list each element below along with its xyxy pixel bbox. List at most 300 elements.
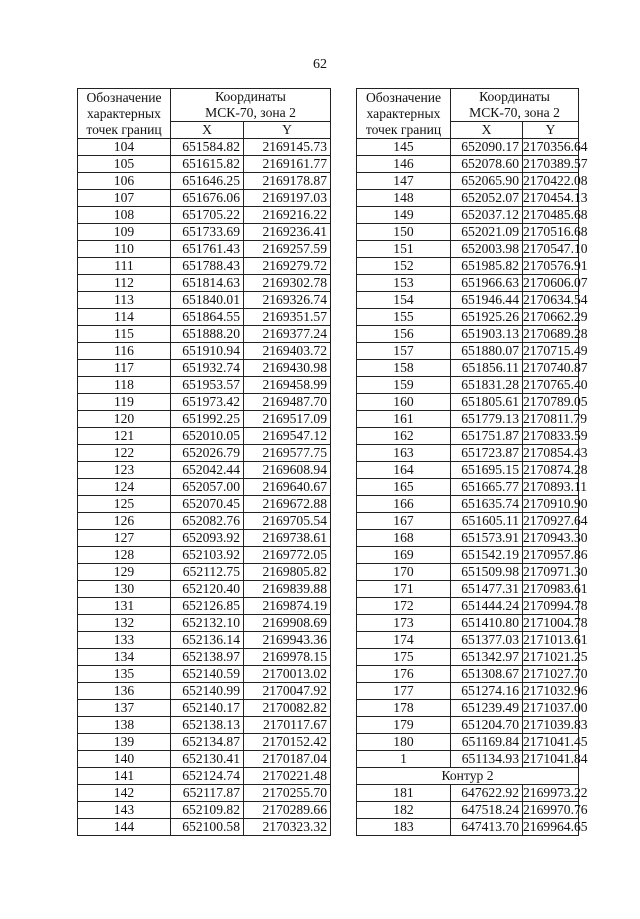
table-row [78,343,331,360]
y-coordinate-cell: 2170013.02 [244,666,331,683]
table-row [78,445,331,462]
y-coordinate-cell: 2170994.78 [523,598,588,613]
table-row [78,615,331,632]
table-row [357,751,579,768]
table-row [357,190,579,207]
x-coordinate-cell: 652140.17 [171,700,244,717]
table-row [78,564,331,581]
x-coordinate-cell: 651676.06 [171,190,244,207]
x-coordinate-cell: 647622.92 [451,785,523,802]
point-id-cell: 131 [78,598,171,615]
table-row [78,598,331,615]
x-coordinate-cell: 652052.07 [451,190,523,207]
point-id-cell: 147 [357,173,451,190]
x-coordinate-cell: 651573.91 [451,530,523,547]
y-coordinate-cell: 2169908.69 [244,615,331,632]
y-coordinate-cell: 2170454.13 [523,190,588,205]
x-coordinate-cell: 652140.99 [171,683,244,700]
y-coordinate-cell: 2170187.04 [244,751,331,768]
table-row [357,717,579,734]
table-row [78,802,331,819]
point-id-cell: 110 [78,241,171,258]
x-coordinate-cell: 651910.94 [171,343,244,360]
y-coordinate-cell: 2169608.94 [244,462,331,479]
x-coordinate-cell: 652126.85 [171,598,244,615]
x-coordinate-cell: 652140.59 [171,666,244,683]
x-coordinate-cell: 651509.98 [451,564,523,581]
point-id-cell: 170 [357,564,451,581]
y-coordinate-cell: 2171021.25 [523,649,588,664]
point-label-line: Обозначение [86,89,162,105]
x-coordinate-cell: 651973.42 [171,394,244,411]
y-coordinate-cell: 2169257.59 [244,241,331,258]
table-row [78,292,331,309]
y-coordinate-cell: 2171041.45 [523,734,588,749]
table-row [357,479,579,496]
point-id-cell: 133 [78,632,171,649]
table-row [357,564,579,581]
x-column-header: X [171,122,244,139]
x-coordinate-cell: 652103.92 [171,547,244,564]
table-row [357,462,579,479]
point-id-cell: 120 [78,411,171,428]
point-id-cell: 121 [78,428,171,445]
y-coordinate-cell: 2170893.11 [523,479,588,494]
y-coordinate-cell: 2170516.68 [523,224,588,239]
table-row [357,173,579,190]
point-id-cell: 164 [357,462,451,479]
x-coordinate-cell: 651444.24 [451,598,523,615]
table-row [357,598,579,615]
table-row [78,258,331,275]
y-coordinate-cell: 2169705.54 [244,513,331,530]
y-coordinate-cell: 2170957.86 [523,547,588,562]
table-row [78,819,331,836]
x-coordinate-cell: 651840.01 [171,292,244,309]
point-id-cell: 172 [357,598,451,615]
point-label-line: точек границ [365,121,442,137]
y-coordinate-cell: 2169403.72 [244,343,331,360]
coords-title-header: Координаты [451,89,579,106]
point-id-cell: 160 [357,394,451,411]
point-id-cell: 1 [357,751,451,768]
y-coordinate-cell: 2169738.61 [244,530,331,547]
y-coordinate-cell: 2169874.19 [244,598,331,615]
x-coordinate-cell: 652138.13 [171,717,244,734]
point-id-cell: 105 [78,156,171,173]
point-id-cell: 171 [357,581,451,598]
table-row [357,734,579,751]
y-coordinate-cell: 2171041.84 [523,751,588,766]
x-coordinate-cell: 652021.09 [451,224,523,241]
x-coordinate-cell: 651925.26 [451,309,523,326]
table-row [357,360,579,377]
point-id-cell: 119 [78,394,171,411]
x-coordinate-cell: 652090.17 [451,139,523,156]
point-id-cell: 114 [78,309,171,326]
table-row [78,496,331,513]
point-id-cell: 139 [78,734,171,751]
x-coordinate-cell: 651723.87 [451,445,523,462]
point-id-cell: 140 [78,751,171,768]
coords-title-header: Координаты [171,89,331,106]
y-coordinate-cell: 2170221.48 [244,768,331,785]
point-id-cell: 174 [357,632,451,649]
table-row [78,309,331,326]
table-row [78,513,331,530]
point-id-cell: 156 [357,326,451,343]
point-id-cell: 165 [357,479,451,496]
x-column-header: X [451,122,523,139]
y-coordinate-cell: 2169216.22 [244,207,331,224]
point-id-cell: 126 [78,513,171,530]
table-row [78,632,331,649]
x-coordinate-cell: 652093.92 [171,530,244,547]
x-coordinate-cell: 651665.77 [451,479,523,496]
point-id-cell: 141 [78,768,171,785]
x-coordinate-cell: 652037.12 [451,207,523,224]
x-coordinate-cell: 652117.87 [171,785,244,802]
y-coordinate-cell: 2169943.36 [244,632,331,649]
y-coordinate-cell: 2169517.09 [244,411,331,428]
table-row [78,751,331,768]
y-coordinate-cell: 2170854.43 [523,445,588,460]
table-row [78,462,331,479]
x-coordinate-cell: 652100.58 [171,819,244,836]
x-coordinate-cell: 652109.82 [171,802,244,819]
point-id-cell: 107 [78,190,171,207]
y-coordinate-cell: 2170689.28 [523,326,588,341]
x-coordinate-cell: 651134.93 [451,751,523,768]
point-id-cell: 135 [78,666,171,683]
x-coordinate-cell: 652070.45 [171,496,244,513]
y-coordinate-cell: 2169978.15 [244,649,331,666]
table-row [78,394,331,411]
table-row [357,530,579,547]
x-coordinate-cell: 651308.67 [451,666,523,683]
table-row [78,156,331,173]
x-coordinate-cell: 651695.15 [451,462,523,479]
y-coordinate-cell: 2170389.57 [523,156,588,171]
y-coordinate-cell: 2171013.61 [523,632,588,647]
x-coordinate-cell: 652082.76 [171,513,244,530]
point-id-cell: 183 [357,819,451,836]
x-coordinate-cell: 652112.75 [171,564,244,581]
x-coordinate-cell: 652134.87 [171,734,244,751]
table-row [78,224,331,241]
point-id-cell: 132 [78,615,171,632]
x-coordinate-cell: 647413.70 [451,819,523,836]
table-row [78,139,331,156]
table-row [357,275,579,292]
point-id-cell: 155 [357,309,451,326]
point-id-cell: 182 [357,802,451,819]
coords-system-header: МСК-70, зона 2 [171,105,331,122]
point-id-cell: 108 [78,207,171,224]
table-row [78,666,331,683]
point-id-cell: 166 [357,496,451,513]
y-coordinate-cell: 2170874.28 [523,462,588,477]
table-row [78,275,331,292]
point-label-line: характерных [366,105,441,121]
contour-row [357,768,579,785]
point-id-cell: 168 [357,530,451,547]
x-coordinate-cell: 651274.16 [451,683,523,700]
x-coordinate-cell: 652042.44 [171,462,244,479]
table-row [357,683,579,700]
x-coordinate-cell: 651477.31 [451,581,523,598]
point-id-cell: 149 [357,207,451,224]
y-coordinate-cell: 2170576.91 [523,258,588,273]
point-id-cell: 129 [78,564,171,581]
y-coordinate-cell: 2169351.57 [244,309,331,326]
x-coordinate-cell: 651888.20 [171,326,244,343]
y-coordinate-cell: 2170740.87 [523,360,588,375]
x-coordinate-cell: 651932.74 [171,360,244,377]
x-coordinate-cell: 651204.70 [451,717,523,734]
table-row [78,411,331,428]
x-coordinate-cell: 652078.60 [451,156,523,173]
table-row [357,547,579,564]
y-coordinate-cell: 2169487.70 [244,394,331,411]
point-id-cell: 106 [78,173,171,190]
y-coordinate-cell: 2170910.90 [523,496,588,511]
table-row [357,496,579,513]
table-row [78,530,331,547]
table-row [78,683,331,700]
y-coordinate-cell: 2171027.70 [523,666,588,681]
x-coordinate-cell: 652026.79 [171,445,244,462]
point-id-cell: 128 [78,547,171,564]
point-id-cell: 142 [78,785,171,802]
y-coordinate-cell: 2169377.24 [244,326,331,343]
x-coordinate-cell: 652132.10 [171,615,244,632]
point-id-cell: 152 [357,258,451,275]
y-column-header: Y [244,122,331,139]
y-coordinate-cell: 2170811.79 [523,411,588,426]
table-row [357,428,579,445]
point-id-cell: 127 [78,530,171,547]
table-row [357,411,579,428]
table-row [357,394,579,411]
y-coordinate-cell: 2170927.64 [523,513,588,528]
table-row [357,309,579,326]
x-coordinate-cell: 651239.49 [451,700,523,717]
x-coordinate-cell: 651584.82 [171,139,244,156]
table-row [357,666,579,683]
point-id-cell: 180 [357,734,451,751]
y-coordinate-cell: 2170971.30 [523,564,588,579]
point-id-cell: 181 [357,785,451,802]
y-coordinate-cell: 2170765.40 [523,377,588,392]
point-id-cell: 130 [78,581,171,598]
page-number: 62 [313,57,327,72]
x-coordinate-cell: 652065.90 [451,173,523,190]
table-row [78,547,331,564]
y-column-header: Y [523,122,579,139]
point-id-cell: 125 [78,496,171,513]
point-id-cell: 169 [357,547,451,564]
x-coordinate-cell: 652003.98 [451,241,523,258]
table-row [357,445,579,462]
point-id-cell: 136 [78,683,171,700]
y-coordinate-cell: 2170547.10 [523,241,588,256]
y-coordinate-cell: 2170047.92 [244,683,331,700]
point-id-cell: 177 [357,683,451,700]
y-coordinate-cell: 2169326.74 [244,292,331,309]
table-row [78,326,331,343]
point-id-cell: 138 [78,717,171,734]
y-coordinate-cell: 2169839.88 [244,581,331,598]
y-coordinate-cell: 2170356.64 [523,139,588,154]
y-coordinate-cell: 2171039.83 [523,717,588,732]
table-row [357,802,579,819]
table-row [357,156,579,173]
x-coordinate-cell: 652010.05 [171,428,244,445]
point-id-cell: 116 [78,343,171,360]
x-coordinate-cell: 651903.13 [451,326,523,343]
point-id-cell: 159 [357,377,451,394]
point-label-line: характерных [87,105,161,121]
y-coordinate-cell: 2169458.99 [244,377,331,394]
x-coordinate-cell: 651635.74 [451,496,523,513]
table-row [357,326,579,343]
coords-system-header: МСК-70, зона 2 [451,105,579,122]
point-id-cell: 151 [357,241,451,258]
x-coordinate-cell: 651646.25 [171,173,244,190]
y-coordinate-cell: 2169236.41 [244,224,331,241]
table-row [78,173,331,190]
table-row [357,343,579,360]
y-coordinate-cell: 2169973.22 [523,785,588,800]
y-coordinate-cell: 2169178.87 [244,173,331,190]
x-coordinate-cell: 651342.97 [451,649,523,666]
point-id-cell: 175 [357,649,451,666]
y-coordinate-cell: 2169145.73 [244,139,331,156]
table-row [357,377,579,394]
table-row [78,190,331,207]
x-coordinate-cell: 652057.00 [171,479,244,496]
point-id-cell: 124 [78,479,171,496]
y-coordinate-cell: 2171037.00 [523,700,588,715]
point-id-cell: 117 [78,360,171,377]
table-row [357,700,579,717]
point-id-cell: 167 [357,513,451,530]
point-id-cell: 158 [357,360,451,377]
y-coordinate-cell: 2170152.42 [244,734,331,751]
table-row [357,819,579,836]
point-id-cell: 137 [78,700,171,717]
point-id-cell: 146 [357,156,451,173]
y-coordinate-cell: 2170289.66 [244,802,331,819]
table-row [357,615,579,632]
y-coordinate-cell: 2169547.12 [244,428,331,445]
table-row [78,734,331,751]
table-row [78,377,331,394]
x-coordinate-cell: 651856.11 [451,360,523,377]
table-row [357,292,579,309]
x-coordinate-cell: 651985.82 [451,258,523,275]
point-id-cell: 123 [78,462,171,479]
point-id-cell: 163 [357,445,451,462]
table-row [78,581,331,598]
x-coordinate-cell: 651805.61 [451,394,523,411]
x-coordinate-cell: 651761.43 [171,241,244,258]
table-row [357,632,579,649]
y-coordinate-cell: 2170082.82 [244,700,331,717]
point-id-cell: 143 [78,802,171,819]
point-id-cell: 109 [78,224,171,241]
x-coordinate-cell: 651705.22 [171,207,244,224]
point-id-cell: 113 [78,292,171,309]
x-coordinate-cell: 651788.43 [171,258,244,275]
point-id-cell: 145 [357,139,451,156]
point-id-cell: 153 [357,275,451,292]
x-coordinate-cell: 651410.80 [451,615,523,632]
y-coordinate-cell: 2171004.78 [523,615,588,630]
y-coordinate-cell: 2169302.78 [244,275,331,292]
y-coordinate-cell: 2170789.05 [523,394,588,409]
y-coordinate-cell: 2170422.08 [523,173,588,188]
x-coordinate-cell: 651605.11 [451,513,523,530]
x-coordinate-cell: 652136.14 [171,632,244,649]
x-coordinate-cell: 651814.63 [171,275,244,292]
x-coordinate-cell: 651542.19 [451,547,523,564]
y-coordinate-cell: 2170662.29 [523,309,588,324]
table-row [357,258,579,275]
y-coordinate-cell: 2170606.07 [523,275,588,290]
x-coordinate-cell: 651615.82 [171,156,244,173]
coordinates-table-right [356,88,588,836]
table-row [78,700,331,717]
point-id-cell: 178 [357,700,451,717]
table-row [78,241,331,258]
x-coordinate-cell: 652138.97 [171,649,244,666]
y-coordinate-cell: 2170634.54 [523,292,588,307]
table-row [78,360,331,377]
x-coordinate-cell: 651946.44 [451,292,523,309]
x-coordinate-cell: 651751.87 [451,428,523,445]
point-id-cell: 148 [357,190,451,207]
y-coordinate-cell: 2170255.70 [244,785,331,802]
table-row [78,207,331,224]
x-coordinate-cell: 651831.28 [451,377,523,394]
table-row [357,139,579,156]
x-coordinate-cell: 647518.24 [451,802,523,819]
point-id-cell: 104 [78,139,171,156]
x-coordinate-cell: 651779.13 [451,411,523,428]
point-id-cell: 162 [357,428,451,445]
point-id-cell: 112 [78,275,171,292]
point-label-line: Обозначение [365,89,442,105]
contour-label: Контур 2 [357,768,579,785]
y-coordinate-cell: 2170117.67 [244,717,331,734]
y-coordinate-cell: 2170485.68 [523,207,588,222]
y-coordinate-cell: 2169805.82 [244,564,331,581]
point-id-cell: 150 [357,224,451,241]
point-id-cell: 115 [78,326,171,343]
y-coordinate-cell: 2170323.32 [244,819,331,836]
point-id-cell: 179 [357,717,451,734]
x-coordinate-cell: 651377.03 [451,632,523,649]
y-coordinate-cell: 2169672.88 [244,496,331,513]
table-row [357,207,579,224]
x-coordinate-cell: 651953.57 [171,377,244,394]
point-label-line: точек границ [86,121,162,137]
point-id-cell: 122 [78,445,171,462]
point-id-cell: 176 [357,666,451,683]
table-row [357,649,579,666]
